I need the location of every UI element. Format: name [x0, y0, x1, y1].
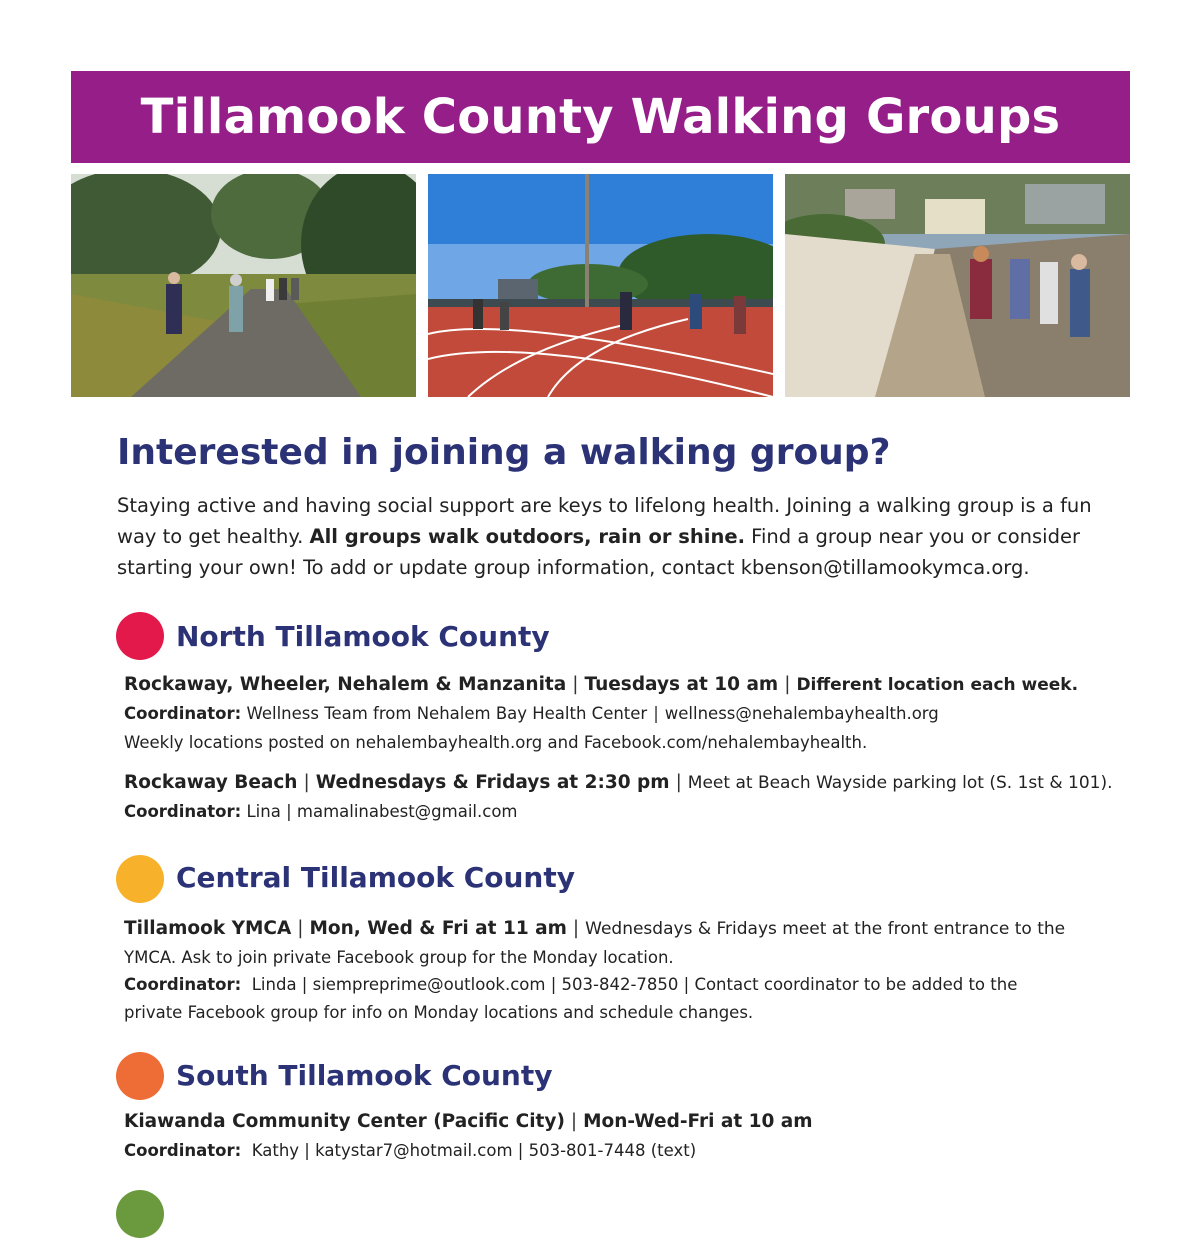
north-group2-time: Wednesdays & Fridays at 2:30 pm	[315, 772, 670, 793]
coordinator-label: Coordinator:	[124, 975, 242, 994]
south-section-title: South Tillamook County	[176, 1059, 553, 1092]
north-group2-note: Meet at Beach Wayside parking lot (S. 1st & 101).	[687, 773, 1113, 793]
next-section-dot	[116, 1190, 164, 1238]
south-group1-coordinator-text: Kathy | katystar7@hotmail.com | 503-801-7448 (text)	[251, 1141, 697, 1160]
coordinator-label: Coordinator:	[124, 1141, 242, 1160]
coordinator-label: Coordinator:	[124, 704, 242, 723]
north-group1-extra: Weekly locations posted on nehalembayhealth.org and Facebook.com/nehalembayhealth.	[124, 733, 868, 752]
central-group1-coordinator	[124, 975, 1017, 994]
north-group1-place: Rockaway, Wheeler, Nehalem & Manzanita	[124, 674, 567, 695]
north-group2-coordinator	[124, 802, 518, 821]
intro-text: Staying active and having social support are keys to lifelong health. Joining a walking group is a fun way to get healthy.	[117, 494, 1092, 548]
coordinator-label: Coordinator:	[124, 802, 242, 821]
central-group1-coordinator-text2: private Facebook group for info on Monday locations and schedule changes.	[124, 1003, 754, 1022]
running-track-walkers-photo	[428, 174, 773, 397]
north-group1-coordinator: Coordinator: Wellness Team from Nehalem Bay Health Center | wellness@nehalembayhealth.org	[124, 704, 939, 723]
forest-trail-walkers-photo	[71, 174, 416, 397]
north-section-title: North Tillamook County	[176, 620, 550, 653]
north-group1-email: wellness@nehalembayhealth.org	[664, 704, 939, 723]
central-group1-note2: YMCA. Ask to join private Facebook group for the Monday location.	[124, 948, 674, 967]
intro-heading: Interested in joining a walking group?	[117, 432, 891, 473]
south-group1-place: Kiawanda Community Center (Pacific City)	[124, 1111, 565, 1132]
central-section-title: Central Tillamook County	[176, 861, 575, 894]
intro-bold-text: All groups walk outdoors, rain or shine.	[309, 525, 745, 548]
central-group1-line: Tillamook YMCA | Mon, Wed & Fri at 11 am | Wednesdays & Fridays meet at the front entrance to the	[124, 918, 1066, 939]
north-group1-line: Rockaway, Wheeler, Nehalem & Manzanita | Tuesdays at 10 am | Different location each week.	[124, 674, 1079, 695]
beach-boardwalk-walkers-photo	[785, 174, 1130, 397]
north-group1-coordinator-name: Wellness Team from Nehalem Bay Health Center	[246, 704, 648, 723]
north-group2-place: Rockaway Beach	[124, 772, 298, 793]
page-title: Tillamook County Walking Groups	[140, 89, 1061, 145]
intro-text-end: Find a group near you or consider starting your own! To add or update group information, contact kbenson@tillamookymca.org.	[117, 525, 1080, 579]
south-group1-time: Mon-Wed-Fri at 10 am	[583, 1111, 813, 1132]
central-group1-place: Tillamook YMCA	[124, 918, 292, 939]
south-group1-coordinator	[124, 1141, 696, 1160]
north-group2-coordinator-text: Lina | mamalinabest@gmail.com	[246, 802, 518, 821]
central-group1-time: Mon, Wed & Fri at 11 am	[309, 918, 567, 939]
central-group1-note: Wednesdays & Fridays meet at the front entrance to the	[585, 919, 1066, 939]
page-title-banner	[71, 71, 1130, 163]
central-group1-coordinator-text: Linda | siempreprime@outlook.com | 503-842-7850 | Contact coordinator to be added to the	[251, 975, 1018, 994]
south-group1-line: Kiawanda Community Center (Pacific City) | Mon-Wed-Fri at 10 am	[124, 1111, 813, 1132]
north-group1-time: Tuesdays at 10 am	[584, 674, 779, 695]
north-group2-line: Rockaway Beach | Wednesdays & Fridays at 2:30 pm | Meet at Beach Wayside parking lot (S. 1st & 101).	[124, 772, 1113, 793]
intro-paragraph	[117, 490, 1107, 583]
central-section-dot	[116, 855, 164, 903]
north-group1-note: Different location each week.	[796, 675, 1079, 695]
north-section-dot	[116, 612, 164, 660]
south-section-dot	[116, 1052, 164, 1100]
